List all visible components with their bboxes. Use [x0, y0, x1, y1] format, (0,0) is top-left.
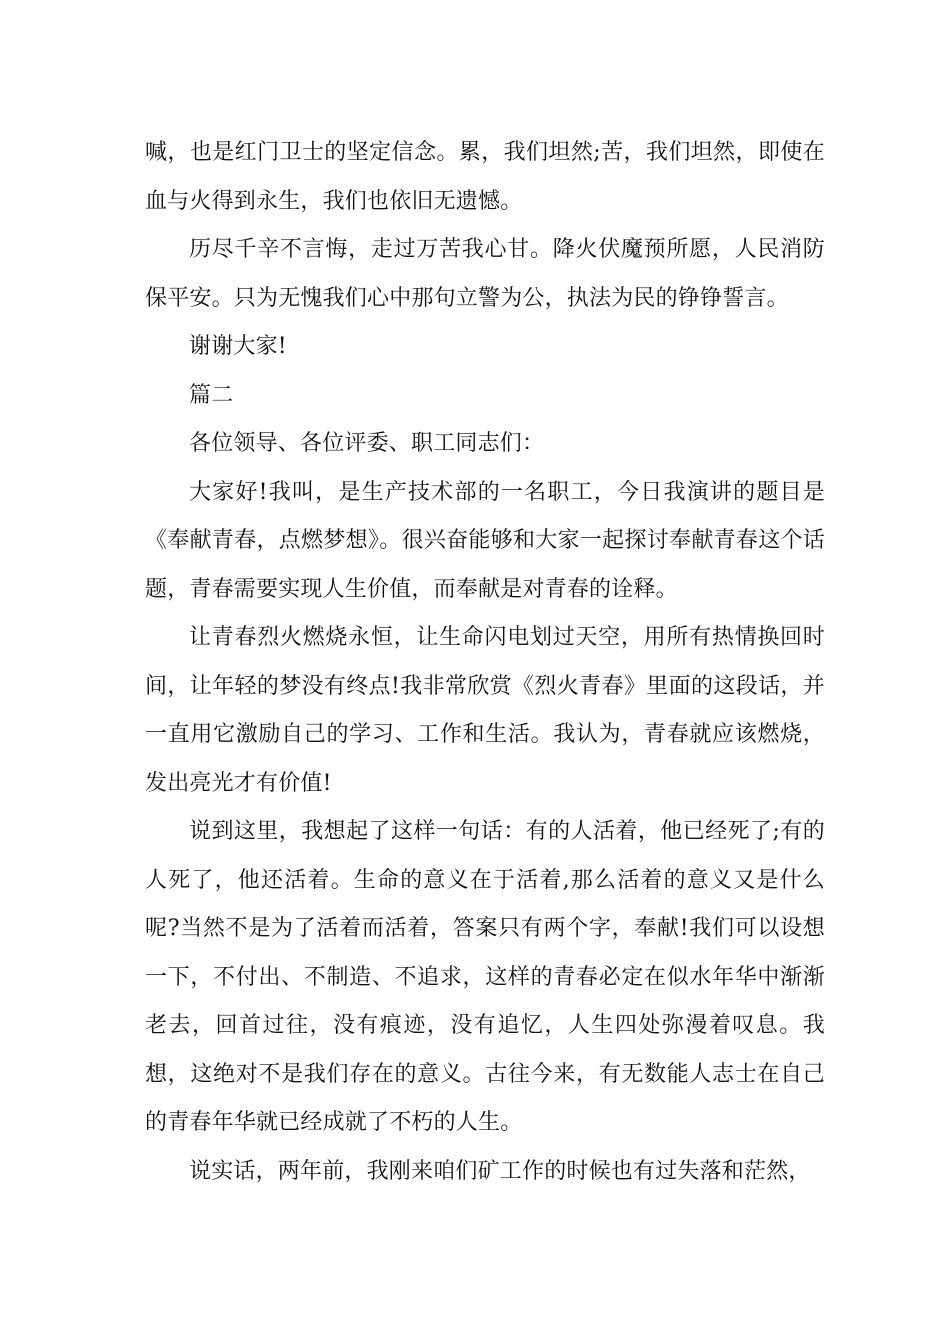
paragraph-continuation: 喊，也是红门卫士的坚定信念。累，我们坦然;苦，我们坦然，即使在血与火得到永生，我们也依旧无遗憾。: [145, 140, 825, 214]
paragraph: 说到这里，我想起了这样一句话：有的人活着，他已经死了;有的人死了，他还活着。生命的意义在于活着,那么活着的意义又是什么呢?当然不是为了活着而活着，答案只有两个字，奉献!我们可以设想一下，不付出、不制造、不追求，这样的青春必定在似水年华中渐渐老去，回首过往，没有痕迹，没有追忆，人生四处弥漫着叹息。我想，这绝对不是我们存在的意义。古往今来，有无数能人志士在自己的青春年华就已经成就了不朽的人生。: [145, 819, 825, 1135]
paragraph-salutation: 各位领导、各位评委、职工同志们：: [189, 431, 545, 456]
paragraph: 大家好!我叫，是生产技术部的一名职工，今日我演讲的题目是《奉献青春，点燃梦想》。很兴奋能够和大家一起探讨奉献青春这个话题，青春需要实现人生价值，而奉献是对青春的诠释。: [145, 479, 825, 602]
paragraph: 让青春烈火燃烧永恒，让生命闪电划过天空，用所有热情换回时间，让年轻的梦没有终点!我非常欣赏《烈火青春》里面的这段话，并一直用它激励自己的学习、工作和生活。我认为，青春就应该燃烧，发出亮光才有价值!: [145, 625, 825, 796]
document-body: [145, 129, 825, 1196]
paragraph: 历尽千辛不言悔，走过万苦我心甘。降火伏魔预所愿，人民消防保平安。只为无愧我们心中那句立警为公，执法为民的铮铮誓言。: [145, 237, 825, 311]
section-heading: 篇二: [189, 382, 234, 408]
paragraph: 说实话，两年前，我刚来咱们矿工作的时候也有过失落和茫然，: [189, 1158, 811, 1184]
paragraph-thanks: 谢谢大家!: [189, 334, 287, 359]
